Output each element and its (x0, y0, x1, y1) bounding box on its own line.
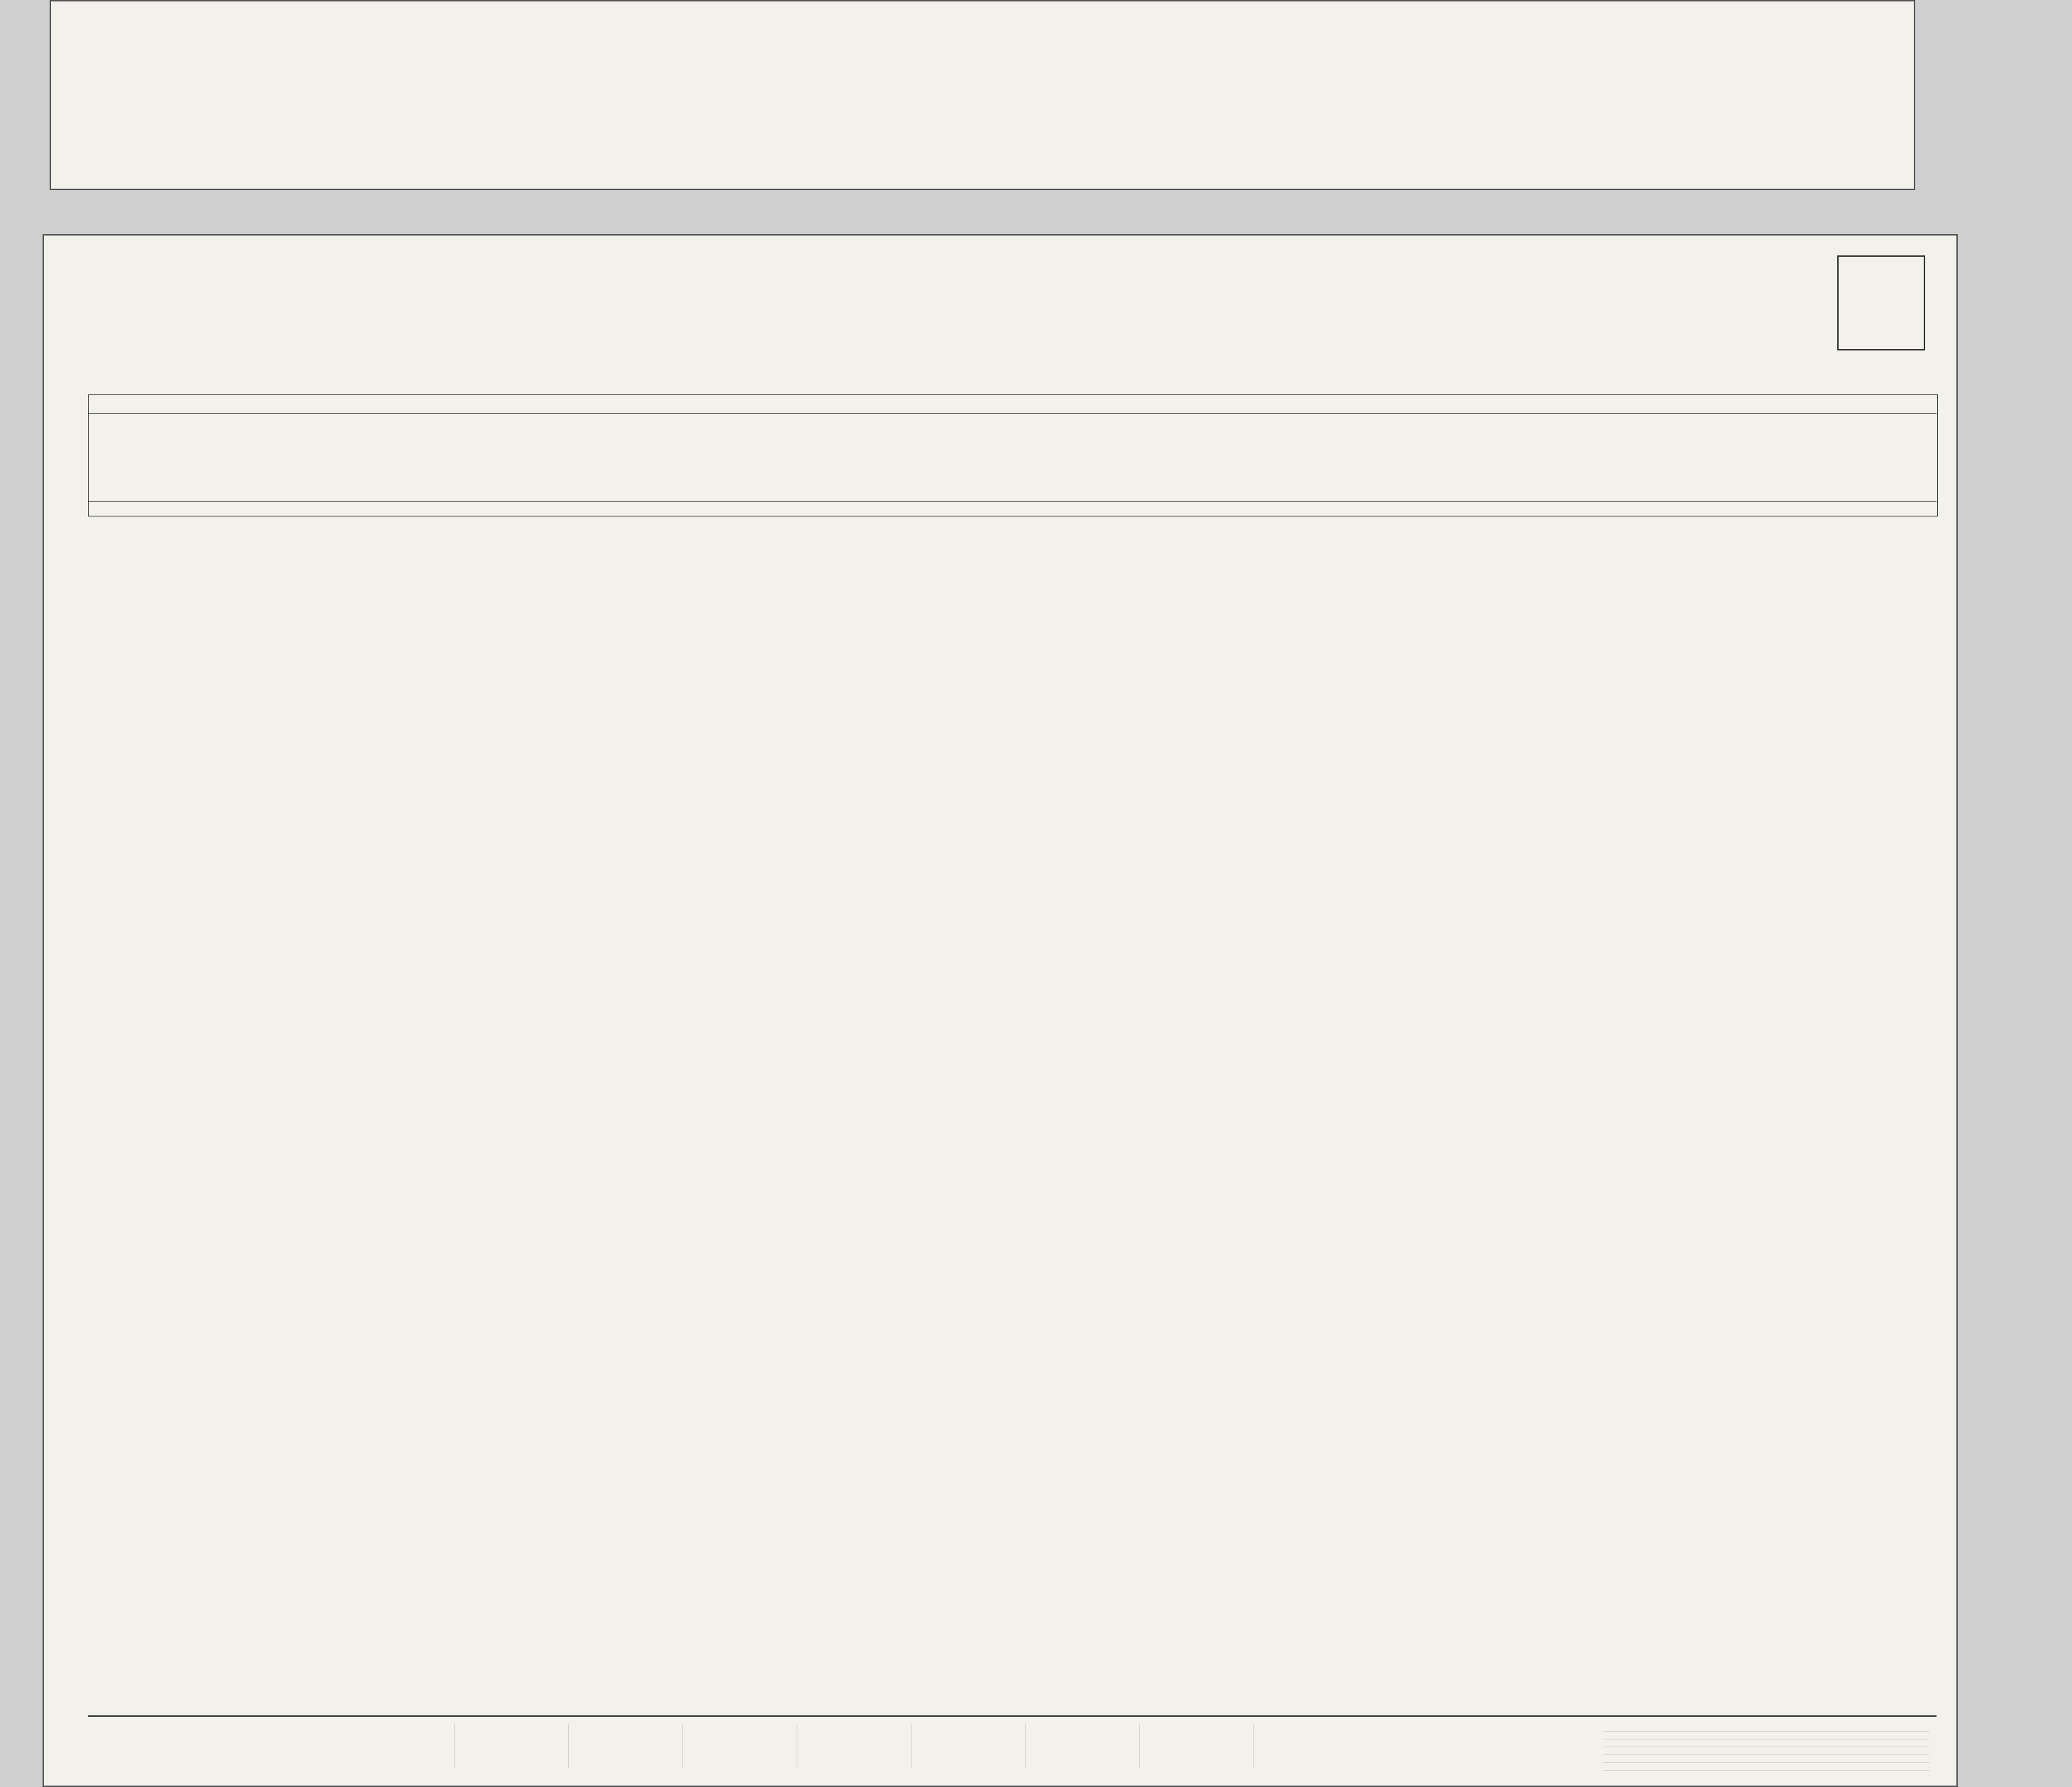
previous-sheet-fragment (50, 0, 1915, 190)
sheet-box (1837, 255, 1925, 350)
footer-abbrev-grid (340, 1724, 1284, 1774)
footer-abbrev-columns (340, 1724, 1284, 1768)
census-sheet (43, 234, 1958, 1787)
footer-divider (88, 1715, 1937, 1717)
footer-entries-lines (1603, 1724, 1929, 1774)
